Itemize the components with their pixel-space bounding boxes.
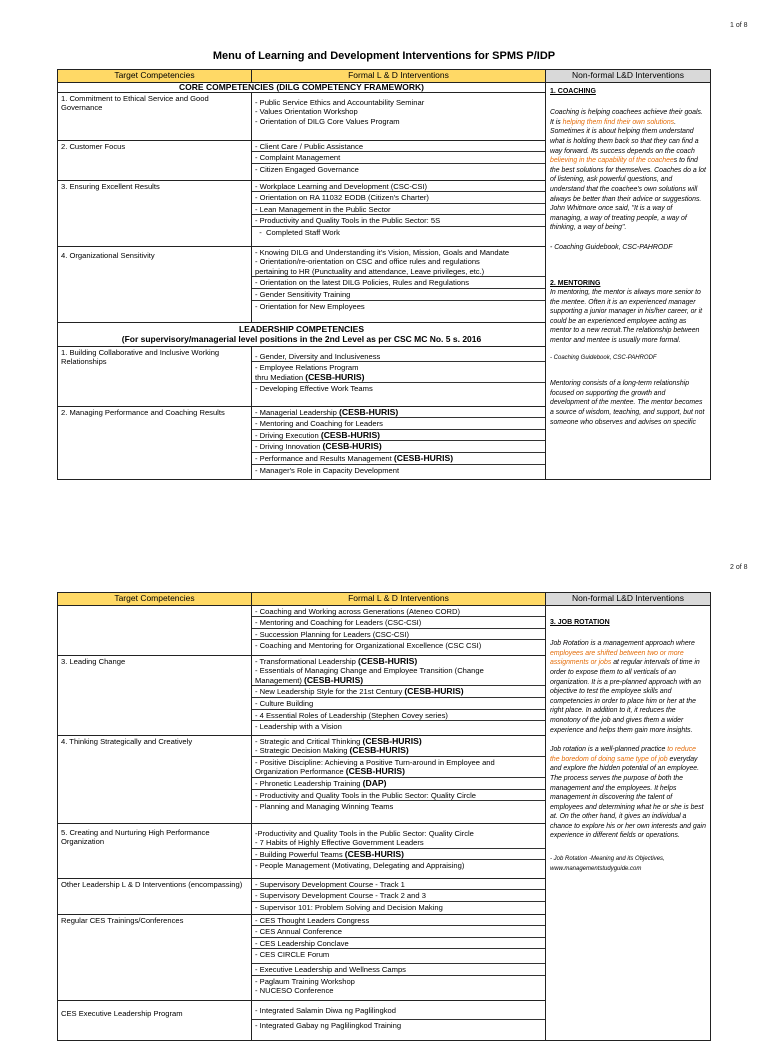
intervention-item: - Driving Innovation (CESB-HURIS)	[252, 440, 545, 452]
header-formal-interventions: Formal L & D Interventions	[252, 593, 546, 606]
intervention-item: - 4 Essential Roles of Leadership (Stephen Covey series)	[252, 709, 545, 721]
intervention-item: - Employee Relations Program	[252, 361, 545, 373]
job-rotation-heading: 3. JOB ROTATION	[550, 618, 610, 626]
intervention-item: - Planning and Managing Winning Teams	[252, 800, 545, 812]
coaching-heading: 1. COACHING	[550, 87, 596, 95]
mentoring-text-2: Mentoring consists of a long-term relationship focused on supporting the growth and development of the mentee. The mentor becomes a source of wisdom, teaching, and support, but not someone who observes and advises on specific	[550, 380, 705, 426]
competency-cell: 4. Organizational Sensitivity	[58, 246, 252, 322]
page-number: 1 of 8	[730, 22, 748, 29]
competency-cell: Regular CES Trainings/Conferences	[58, 914, 252, 1000]
formal-interventions-cell	[252, 914, 546, 1000]
intervention-item: -Productivity and Quality Tools in the Public Sector: Quality Circle	[255, 828, 474, 838]
formal-interventions-cell	[252, 1000, 546, 1040]
formal-interventions-cell	[252, 406, 546, 479]
intervention-item: - Orientation for New Employees	[252, 300, 545, 312]
lnd-table-page-1	[57, 69, 711, 480]
intervention-item: - Executive Leadership and Wellness Camps	[252, 963, 545, 975]
intervention-item: - Transformational Leadership (CESB-HURIS)	[255, 655, 418, 666]
nonformal-job-rotation	[546, 605, 711, 1040]
intervention-item: - People Management (Motivating, Delegating and Appraising)	[252, 859, 545, 871]
intervention-item: - Developing Effective Work Teams	[252, 382, 545, 394]
intervention-item: - Mentoring and Coaching for Leaders	[252, 417, 545, 429]
intervention-item: - Phronetic Leadership Training (DAP)	[252, 777, 545, 789]
coaching-text: Coaching is helping coachees achieve their goals. It is helping them find their own solutions. Sometimes it is about helping them understand what is holding them back so that they can find a way forward. Its success depends on the coach believing in the capability of the coachees to find the best solutions for themselves. Coaches do a lot of listening, ask powerful questions, and understand that the coachee's own solutions will always be better than their advice or suggestions. John Whitmore once said, "It is a way of managing, a way of treating people, a way of thinking, a way of being".	[550, 109, 706, 232]
intervention-item: Management) (CESB-HURIS)	[255, 674, 364, 685]
intervention-item: - Manager's Role in Capacity Development	[252, 464, 545, 476]
intervention-item: - Complaint Management	[252, 151, 545, 163]
intervention-item: - Productivity and Quality Tools in the Public Sector: Quality Circle	[252, 789, 545, 801]
intervention-item: - Integrated Salamin Diwa ng Paglilingkod	[255, 1005, 396, 1015]
intervention-item: - CES Leadership Conclave	[252, 937, 545, 949]
intervention-item: - Integrated Gabay ng Paglilingkod Training	[252, 1019, 545, 1031]
intervention-item: - Building Powerful Teams (CESB-HURIS)	[252, 848, 545, 860]
intervention-item: - Succession Planning for Leaders (CSC-CSI)	[252, 628, 545, 640]
intervention-item: - Knowing DILG and Understanding it's Vision, Mission, Goals and Mandate	[255, 247, 510, 257]
intervention-item: - Mentoring and Coaching for Leaders (CSC-CSI)	[252, 616, 545, 628]
intervention-item: - Supervisory Development Course - Track 2 and 3	[252, 889, 545, 901]
formal-interventions-cell	[252, 735, 546, 823]
intervention-item: - Orientation/re-orientation on CSC and office rules and regulations	[255, 257, 480, 267]
intervention-item: - Completed Staff Work	[252, 226, 545, 238]
page-number: 2 of 8	[730, 564, 748, 571]
intervention-item: - Driving Execution (CESB-HURIS)	[252, 429, 545, 441]
intervention-item: - Productivity and Quality Tools in the Public Sector: 5S	[252, 214, 545, 226]
intervention-item: - Coaching and Mentoring for Organizational Excellence (CSC CSI)	[252, 639, 545, 651]
intervention-item: - NUCESO Conference	[255, 986, 334, 996]
competency-cell: 4. Thinking Strategically and Creatively	[58, 735, 252, 823]
intervention-item: - Workplace Learning and Development (CSC-CSI)	[255, 181, 428, 191]
leadership-subtitle: (For supervisory/managerial level positions in the 2nd Level as per CSC MC No. 5 s. 2016	[121, 333, 482, 344]
job-rotation-text-2: Job rotation is a well-planned practice to reduce the boredom of doing same type of job everyday and explore the hidden potential of an employee. The process serves the purpose of both the management and the employees. It helps management in discovering the talent of employees and determining what he or she is best at. On the other hand, it gives an individual a chance to explore his or her own interests and gain experience in different fields or operations.	[550, 746, 706, 840]
competency-cell	[58, 605, 252, 655]
competency-cell: 2. Customer Focus	[58, 140, 252, 180]
intervention-item: - Public Service Ethics and Accountability Seminar	[255, 97, 425, 107]
intervention-item: - Positive Discipline: Achieving a Positive Turn-around in Employee and	[252, 756, 545, 768]
coaching-source: - Coaching Guidebook, CSC-PAHRODF	[550, 243, 673, 251]
intervention-item: - New Leadership Style for the 21st Century (CESB-HURIS)	[252, 685, 545, 697]
intervention-item: - CES Annual Conference	[252, 925, 545, 937]
competency-cell: 3. Leading Change	[58, 655, 252, 735]
competency-cell: 3. Ensuring Excellent Results	[58, 180, 252, 246]
competency-cell: 1. Building Collaborative and Inclusive Working Relationships	[58, 346, 252, 406]
intervention-item: - Strategic Decision Making (CESB-HURIS)	[255, 745, 409, 756]
competency-cell: Other Leadership L & D Interventions (encompassing)	[58, 878, 252, 914]
intervention-item: - Performance and Results Management (CESB-HURIS)	[252, 452, 545, 464]
formal-interventions-cell	[252, 140, 546, 180]
intervention-item: - Supervisor 101: Problem Solving and Decision Making	[252, 901, 545, 913]
intervention-item: - Culture Building	[252, 697, 545, 709]
header-target-competencies: Target Competencies	[58, 70, 252, 83]
header-target-competencies: Target Competencies	[58, 593, 252, 606]
intervention-item: - Orientation on the latest DILG Policies, Rules and Regulations	[252, 276, 545, 288]
formal-interventions-cell	[252, 180, 546, 246]
intervention-item: - Leadership with a Vision	[252, 720, 545, 732]
intervention-item: - Strategic and Critical Thinking (CESB-HURIS)	[255, 735, 422, 746]
intervention-item: pertaining to HR (Punctuality and attendance, Leave privileges, etc.)	[255, 266, 485, 276]
intervention-item: - Orientation of DILG Core Values Program	[255, 116, 400, 126]
intervention-item: - Client Care / Public Assistance	[255, 141, 364, 151]
mentoring-heading: 2. MENTORING	[550, 279, 601, 287]
formal-interventions-cell	[252, 346, 546, 406]
intervention-item: Organization Performance (CESB-HURIS)	[255, 766, 405, 777]
competency-cell: CES Executive Leadership Program	[58, 1000, 252, 1040]
formal-interventions-cell	[252, 246, 546, 322]
intervention-item: thru Mediation (CESB-HURIS)	[255, 371, 365, 382]
header-nonformal-interventions: Non-formal L&D Interventions	[546, 593, 711, 606]
core-competencies-title: CORE COMPETENCIES (DILG COMPETENCY FRAMEWORK)	[58, 82, 546, 92]
competency-cell: 2. Managing Performance and Coaching Results	[58, 406, 252, 479]
lnd-table-page-2	[57, 592, 711, 1041]
formal-interventions-cell	[252, 605, 546, 655]
formal-interventions-cell	[252, 823, 546, 878]
leadership-title: LEADERSHIP COMPETENCIES	[238, 323, 364, 334]
intervention-item: - Orientation on RA 11032 EODB (Citizen's Charter)	[252, 191, 545, 203]
intervention-item: - Gender, Diversity and Inclusiveness	[255, 351, 381, 361]
intervention-item: - CES CIRCLE Forum	[252, 948, 545, 960]
intervention-item: - Citizen Engaged Governance	[252, 163, 545, 175]
mentoring-source: - Coaching Guidebook, CSC-PAHRODF	[550, 354, 657, 361]
job-rotation-source: - Job Rotation -Meaning and its Objectives, www.managementstudyguide.com	[550, 856, 665, 872]
intervention-item: - Lean Management in the Public Sector	[252, 203, 545, 215]
leadership-competencies-title	[58, 322, 546, 346]
intervention-item: - Supervisory Development Course - Track 1	[255, 879, 405, 889]
intervention-item: - 7 Habits of Highly Effective Government Leaders	[255, 838, 424, 848]
intervention-item: - Values Orientation Workshop	[255, 107, 358, 117]
intervention-item: - Gender Sensitivity Training	[252, 288, 545, 300]
competency-cell: 5. Creating and Nurturing High Performance Organization	[58, 823, 252, 878]
intervention-item: - Essentials of Managing Change and Employee Transition (Change	[255, 666, 484, 676]
intervention-item: - Coaching and Working across Generations (Ateneo CORD)	[255, 606, 460, 616]
formal-interventions-cell	[252, 878, 546, 914]
nonformal-coaching-mentoring	[546, 82, 711, 479]
formal-interventions-cell	[252, 92, 546, 140]
intervention-item: - Managerial Leadership (CESB-HURIS)	[255, 406, 399, 417]
job-rotation-text: Job Rotation is a management approach where employees are shifted between two or more assignments or jobs at regular intervals of time in order to expose them to all verticals of an organization. It is a pre-planned approach with an objective to test the employee skills and competencies in order to place him or her at the right place. In addition to it, it reduces the monotony of the job and gives them a wider experience and helps them gain more insights.	[550, 640, 701, 734]
intervention-item: - CES Thought Leaders Congress	[255, 915, 370, 925]
header-formal-interventions: Formal L & D Interventions	[252, 70, 546, 83]
mentoring-text: In mentoring, the mentor is always more senior to the mentee. Often it is an experienced manager supporting a junior manager in his/her career, or it could be an experienced employee acting as mentor to a new recruit.The relationship between mentor and mentee is usually more formal.	[550, 289, 703, 345]
intervention-item: - Paglaum Training Workshop	[252, 975, 545, 987]
formal-interventions-cell	[252, 655, 546, 735]
competency-cell: 1. Commitment to Ethical Service and Good Governance	[58, 92, 252, 140]
document-title: Menu of Learning and Development Interventions for SPMS P/IDP	[212, 50, 556, 62]
header-nonformal-interventions: Non-formal L&D Interventions	[546, 70, 711, 83]
